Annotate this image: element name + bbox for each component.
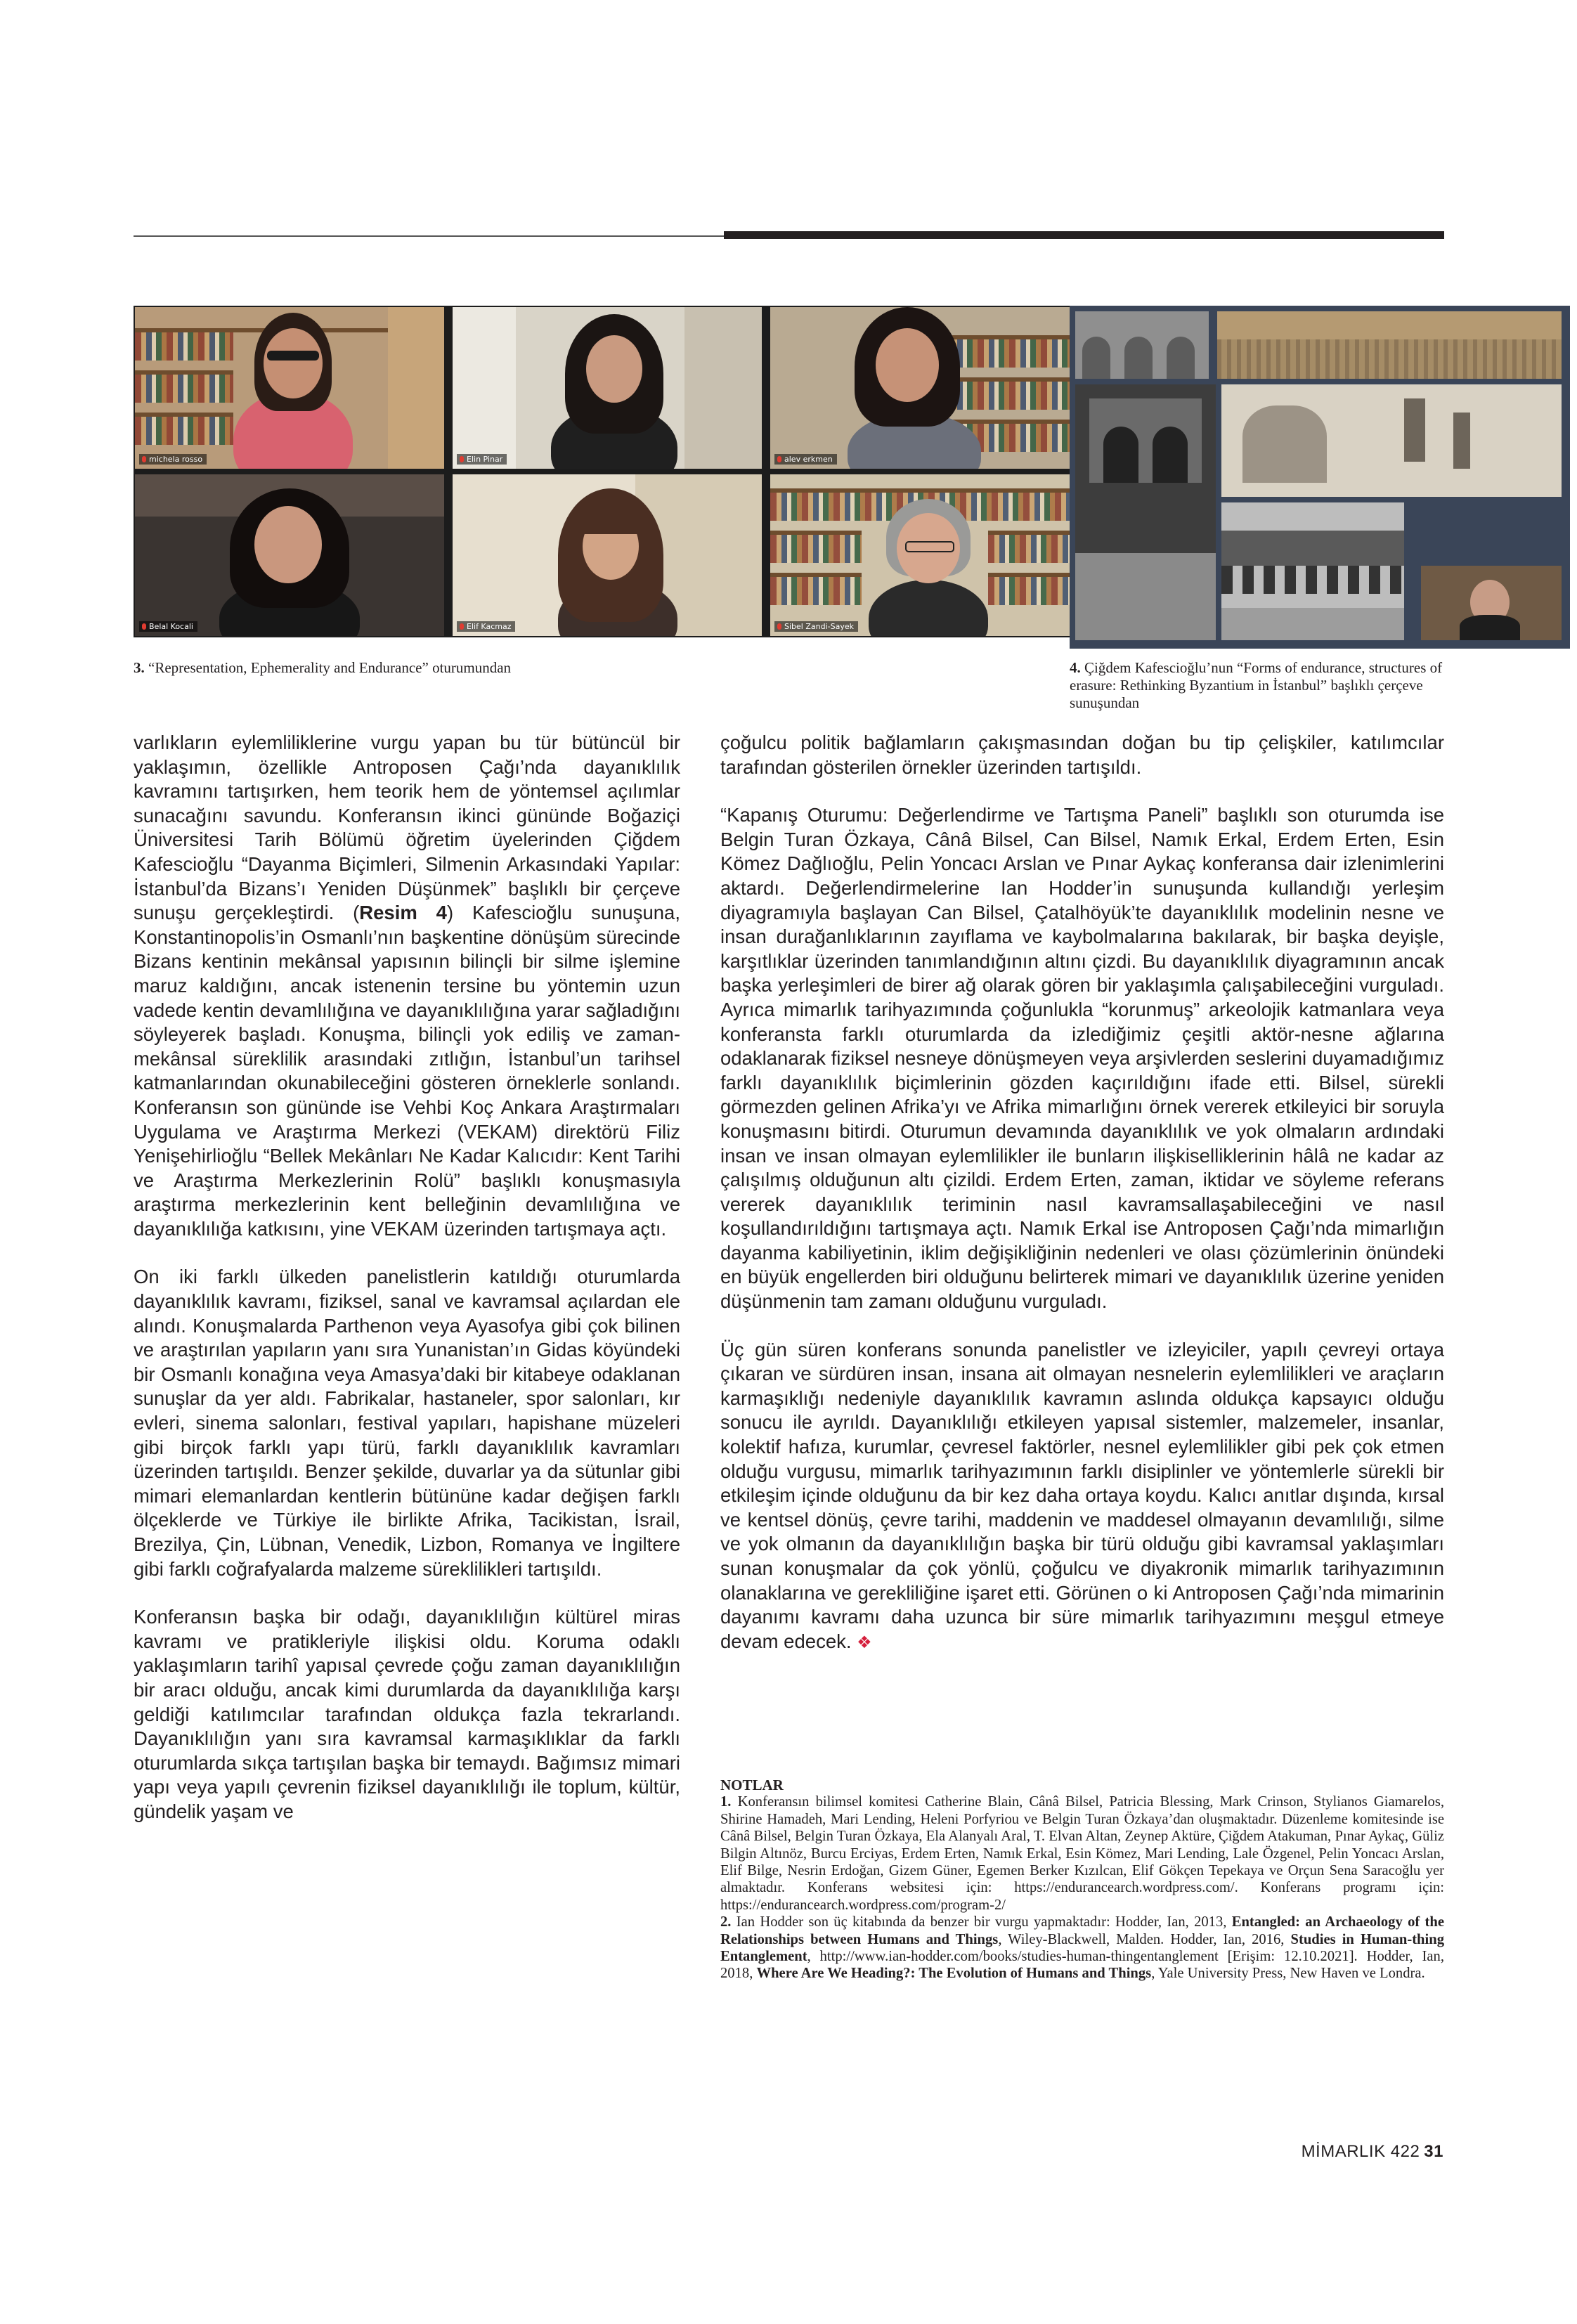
right-text-column [720,731,1444,1679]
participant-name-tag: michela rosso [139,454,207,465]
left-text-column [134,731,680,1848]
participant-name-tag: Elin Pinar [457,454,507,465]
participant-figure [869,580,988,636]
paragraph: çoğulcu politik bağlamların çakışmasından doğan bu tip çelişkiler, katılımcılar tarafından gösterilen örnekler üzerinden tartışıldı. [720,732,1444,778]
footnote-1: 1. Konferansın bilimsel komitesi Catherine Blain, Cânâ Bilsel, Patricia Blessing, Mark Crinson, Stylianos Giamarelos, Shirine Hamadeh, Mari Lending, Heleni Porfyriou ve Belgin Turan Özkaya’dan oluşmaktadır. Düzenleme komitesinde ise Cânâ Bilsel, Belgin Turan Özkaya, Ela Alanyalı Aral, T. Elvan Altan, Zeynep Aktüre, Çiğdem Atakuman, Pınar Aykaç, Güliz Bilgin Altınöz, Burcu Erciyas, Erdem Erten, Namık Erkal, Esin Kömez, Mari Lending, Lale Özgenel, Pelin Yoncacı Arslan, Elif Bilge, Nesrin Erdoğan, Gizem Güner, Egemen Berker Kızılcan, Elif Gökçen Tepekaya ve Orçun Sena Saracoğlu yer almaktadır. Konferans websitesi için: https://endurancearch.wordpress.com/. Konferans programı için: https://endurancearch.wordpress.com/program-2/ [720,1794,1444,1913]
figure-4-caption [1070,659,1463,712]
video-tile [135,474,444,636]
participant-name-tag: Elif Kacmaz [457,621,515,632]
collage-engraving-panorama [1217,311,1562,379]
video-tile [770,307,1079,469]
participant-name-tag: alev erkmen [774,454,837,465]
end-mark-icon: ❖ [857,1632,872,1652]
video-tile [453,307,762,469]
notes-heading: NOTLAR [720,1777,784,1793]
figure-reference: Resim 4 [359,902,447,924]
figure-4-presentation-collage [1070,306,1570,649]
presenter-video-thumbnail [1421,566,1562,640]
header-rule-thick [724,231,1444,239]
paragraph: “Kapanış Oturumu: Değerlendirme ve Tartışma Paneli” başlıklı son oturumda ise Belgin Turan Özkaya, Cânâ Bilsel, Can Bilsel, Namık Erkal, Erdem Erten, Esin Kömez Dağlıoğlu, Pelin Yoncacı Arslan ve Pınar Aykaç konferansa dair izlenimlerini aktardı. Değerlendirmelerine Ian Hodder’in sunuşunda kullandığı yerleşim diyagramıyla başlayan Can Bilsel, Çatalhöyük’te dayanıklılık modelinin nesne ve insan durağanlıklarının zayıflama ve kaybolmalarına bakılarak, bir başka deyişle, karşıtlıklar üzerinden tanımlandığının altını çizdi. Bu dayanıklılık diyagramının ancak başka yerleşimleri de birer ağ olarak gören bir yaklaşımla çalışabileceğini vurguladı. Ayrıca mimarlık tarihyazımında çoğunlukla “korunmuş” arkeolojik katmanlara veya konferansta farklı oturumlarda da izlediğimiz çeşitli aktör-nesne ağlarına odaklanarak fiziksel nesneye dönüşmeyen veya arşivlerden seslerini duyamadığımız farklı dayanıklılık biçimlerinin gözden kaçırıldığını ifade etti. Bilsel, sürekli görmezden gelinen Afrika’yı ve Afrika mimarlığını örnek vererek etkileyici bir soruyla konuşmasını bitirdi. Oturumun devamında dayanıklılık ve yok olmaların ardındaki insan ve insan olmayan eylemlilikler ile bunların ilişkiselliklerinin hâlâ ne kadar az çalışılmış olduğunun altı çizildi. Erdem Erten, zaman, iktidar ve söyleme referans vererek dayanıklılık teriminin nasıl kavramsallaşabileceğini ve nasıl koşullandırıldığını tartışmaya açtı. Namık Erkal ise Antroposen Çağı’nda mimarlığın dayanma kabiliyetinin, iklim değişikliğinin nedenleri ve olası çözümlerinin önündeki en büyük engellerden biri olduğunu belirterek mimari ve dayanıklılık üzerine yeniden düşünmenin tam zamanı olduğunu vurguladı. [720,804,1444,1313]
footnote-2: 2. Ian Hodder son üç kitabında da benzer bir vurgu yapmaktadır: Hodder, Ian, 2013, Entangled: an Archaeology of the Relationships between Humans and Things, Wiley-Blackwell, Malden. Hodder, Ian, 2016, Studies in Human-thing Entanglement, http://www.ian-hodder.com/books/studies-human-thingentanglement [Erişim: 12.10.2021]. Hodder, Ian, 2018, Where Are We Heading?: The Evolution of Humans and Things, Yale University Press, New Haven ve Londra. [720,1914,1444,1982]
collage-photo-ruins-street [1075,384,1216,640]
participant-name-tag: Belal Kocali [139,621,197,632]
collage-photo-aqueduct [1075,311,1209,379]
caption-number: 3. [134,659,145,676]
figure-3-caption [134,659,1047,677]
caption-number: 4. [1070,659,1081,676]
paragraph: varlıkların eylemliliklerine vurgu yapan bu tür bütüncül bir yaklaşımın, özellikle Antroposen Çağı’nda dayanıklılık kavramını tartışırken, hem teorik hem de yöntemsel açılımlar sunacağını savundu. Konferansın ikinci gününde Boğaziçi Üniversitesi Tarih Bölümü öğretim üyelerinden Çiğdem Kafescioğlu “Dayanma Biçimleri, Silmenin Arkasındaki Yapılar: İstanbul’da Bizans’ı Yeniden Düşünmek” başlıklı bir çerçeve sunuşu gerçekleştirdi. (Resim 4) Kafescioğlu sunuşuna, Konstantinopolis’in Osmanlı’nın başkentine dönüşüm sürecinde Bizans kentinin mekânsal yapısının bilinçli bir silme işlemine maruz kaldığını, ancak istenenin tersine bu yöntemin uzun vadede kentin devamlılığına ve dayanıklılığına yarar sağladığını söyleyerek başladı. Konuşma, bilinçli yok ediliş ve zaman-mekânsal süreklilik arasındaki zıtlığın, İstanbul’un tarihsel katmanlarından okunabileceğini gösteren örneklerle sonlandı. Konferansın son gününde ise Vehbi Koç Ankara Araştırmaları Uygulama ve Araştırma Merkezi (VEKAM) direktörü Filiz Yenişehirlioğlu “Bellek Mekânları Ne Kadar Kalıcıdır: Kent Tarihi ve Araştırma Merkezlerinin Rolü” başlıklı konuşmasıyla araştırma merkezlerinin kent belleğinin devamlılığına ve dayanıklılığa katkısını, yine VEKAM üzerinden tartışmaya açtı. [134,732,680,1240]
video-tile [135,307,444,469]
page-number: 31 [1424,2142,1443,2161]
video-tile [453,474,762,636]
caption-text: Çiğdem Kafescioğlu’nun “Forms of endurance, structures of erasure: Rethinking Byzantium in İstanbul” başlıklı çerçeve sunuşundan [1070,659,1443,711]
header-rule-thin [134,235,724,237]
collage-engraving-figures [1221,384,1562,497]
footnotes [720,1777,1444,1982]
participant-name-tag: Sibel Zandi-Sayek [774,621,858,632]
magazine-issue: MİMARLIK 422 [1301,2142,1420,2161]
figure-3-video-grid [134,306,1081,637]
paragraph: Üç gün süren konferans sonunda panelistler ve izleyiciler, yapılı çevreyi ortaya çıkaran ve sürdüren insan, insana ait olmayan nesnelerin eylemlilikleri ve araçların karmaşıklığı nedeniyle dayanıklılık kavramın aslında oldukça kapsayıcı olduğu sonucu ile ayrıldı. Dayanıklılığı etkileyen yapısal sistemler, malzemeler, insanlar, kolektif hafıza, kurumlar, çevresel faktörler, nesnel eylemlilikler gibi pek çok etmen olduğu vurgusu, mimarlık tarihyazımının farklı disiplinler ve yöntemlerle sürekli bir etkileşim içinde olduğunu da bir kez daha ortaya koydu. Kalıcı anıtlar dışında, kırsal ve kentsel dönüş, çevre tarihi, maddenin ve maddesel olmayanın devamlılığı, silme ve yok olmanın da dayanıklılığın başka bir türü olduğu gibi kavramsal yaklaşımları sunan konuşmalar da çok yönlü, çoğulcu ve diyakronik mimarlık tarihyazımının olanaklarına ve gerekliliğine işaret etti. Görünen o ki Antroposen Çağı’nda mimarinin dayanımı kavramı daha uzunca bir süre mimarlık tarihyazımını meşgul etmeye devam edecek. ❖ [720,1338,1444,1652]
caption-text: “Representation, Ephemerality and Endurance” oturumundan [148,659,512,676]
paragraph: Konferansın başka bir odağı, dayanıklılığın kültürel miras kavramı ve pratikleriyle ilişkisi oldu. Koruma odaklı yaklaşımların tarihî yapısal çevrede çoğu zaman dayanıklılığın bir aracı olduğu, ancak kimi durumlarda da dayanıklılığa karşı geldiği katılımcılar tarafından oldukça fazla tekrarlandı. Dayanıklılığın yanı sıra kavramsal karmaşıklıklar da farklı oturumlarda sıkça tartışılan başka bir temaydı. Bağımsız mimari yapı veya yapılı çevrenin fiziksel dayanıklılığı ile toplum, kültür, gündelik yaşam ve [134,1606,680,1822]
page-folio [1302,2142,1443,2162]
paragraph: On iki farklı ülkeden panelistlerin katıldığı oturumlarda dayanıklılık kavramı, fiziksel, sanal ve kavramsal açılardan ele alındı. Konuşmalarda Parthenon veya Ayasofya gibi çok bilinen ve araştırılan yapıların yanı sıra Yunanistan’ın Gidas köyündeki bir Osmanlı konağına veya Amasya’daki bir kitabeye odaklanan sunuşlar da yer aldı. Fabrikalar, hastaneler, spor salonları, kır evleri, sinema salonları, festival yapıları, hapishane müzeleri gibi birçok farklı yapı türü, farklı dayanıklılık kavramları üzerinden tartışıldı. Benzer şekilde, duvarlar ya da sütunlar gibi mimari elemanlardan kentlerin bütününe kadar değişen farklı ölçeklerde ve Türkiye ile birlikte Afrika, Tacikistan, İsrail, Brezilya, Çin, Lübnan, Venedik, Lizbon, Romanya ve İngiltere gibi farklı coğrafyalarda malzeme süreklilikleri tartışıldı. [134,1266,680,1580]
collage-photo-aqueduct-bw [1221,502,1404,640]
video-tile [770,474,1079,636]
